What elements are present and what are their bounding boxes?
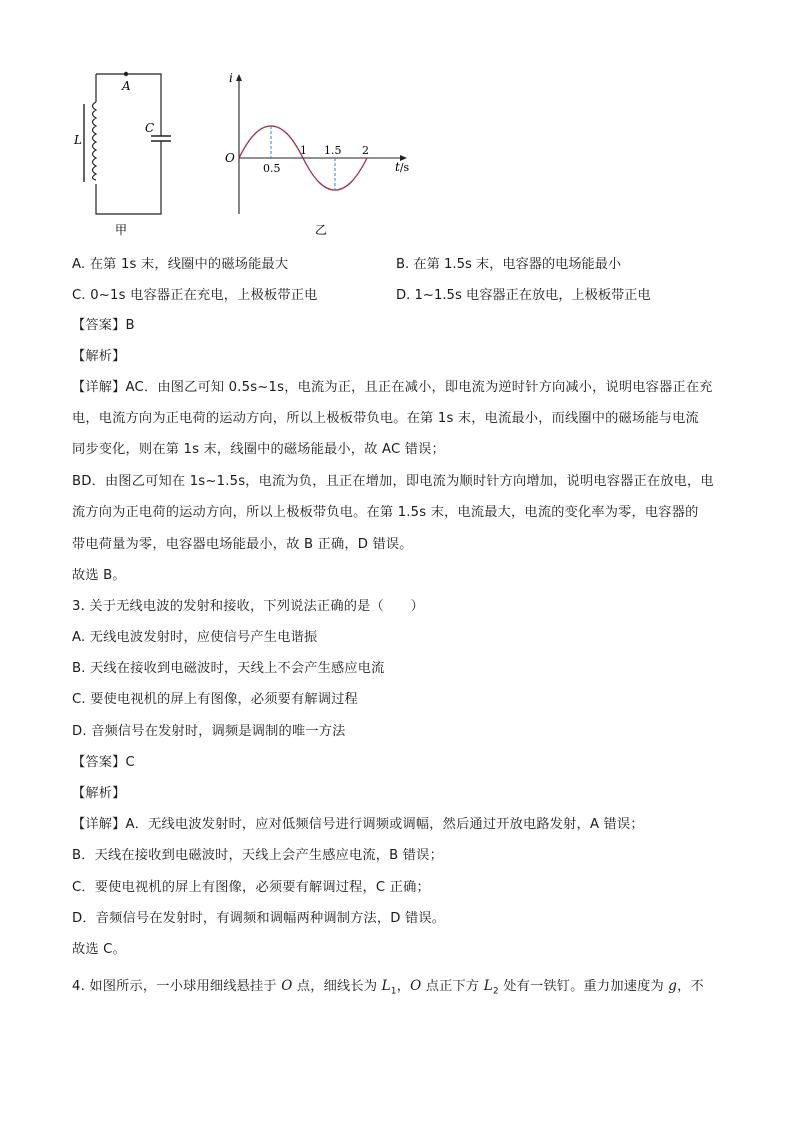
q4-stem-part: 点正下方	[421, 979, 484, 994]
q2-conclusion: 故选 B。	[72, 568, 126, 583]
q3-option-a: A. 无线电波发射时，应使信号产生电谐振	[72, 630, 318, 645]
node-a-dot	[124, 72, 128, 76]
q2-detail-line: 带电荷量为零，电容器电场能最小，故 B 正确，D 错误。	[72, 537, 413, 552]
q2-analysis-label: 【解析】	[72, 349, 126, 364]
tick-label-0-5: 0.5	[263, 162, 281, 175]
q2-detail-line: 流方向为正电荷的运动方向，所以上极板带负电。在第 1.5s 末，电流最大，电流的变化率为零，电容器的	[72, 505, 699, 520]
q4-stem-part: ，不	[677, 979, 704, 994]
q3-detail-line: 【详解】A．无线电波发射时，应对低频信号进行调频或调幅，然后通过开放电路发射，A 错误；	[72, 817, 644, 832]
q3-detail-line: D．音频信号在发射时，有调频和调幅两种调制方法，D 错误。	[72, 911, 446, 926]
label-c: C	[145, 121, 155, 135]
q2-detail-line: 电，电流方向为正电荷的运动方向，所以上极板带负电。在第 1s 末，电流最小，而线圈中的磁场能与电流	[72, 411, 699, 426]
caption-jia: 甲	[115, 223, 128, 237]
q2-detail-line: BD．由图乙可知在 1s~1.5s，电流为负，且正在增加，即电流为顺时针方向增加，说明电容器正在放电，电	[72, 474, 714, 489]
q3-analysis-label: 【解析】	[72, 786, 126, 801]
q4-symbol-o: O	[281, 978, 293, 994]
q2-detail-line: 【详解】AC．由图乙可知 0.5s~1s，电流为正，且正在减小，即电流为逆时针方向减小，说明电容器正在充	[72, 380, 713, 395]
q4-symbol-l: L	[381, 978, 391, 994]
q4-stem-part: 处有一铁钉。重力加速度为	[498, 979, 669, 994]
figure-svg	[60, 64, 440, 244]
circuit-wire	[96, 146, 161, 214]
tick-label-1-5: 1.5	[324, 144, 342, 157]
figure-circuit-and-graph	[60, 64, 440, 244]
q4-symbol-g: g	[668, 978, 678, 994]
q2-option-d: D. 1~1.5s 电容器正在放电，上极板带正电	[396, 288, 651, 303]
q3-detail-line: C．要使电视机的屏上有图像，必须要有解调过程，C 正确；	[72, 880, 430, 895]
origin-label: O	[225, 151, 235, 165]
tick-label-2: 2	[362, 144, 369, 157]
q3-option-d: D. 音频信号在发射时，调频是调制的唯一方法	[72, 724, 346, 739]
q2-option-a: A. 在第 1s 末，线圈中的磁场能最大	[72, 257, 289, 272]
q2-option-c: C. 0~1s 电容器正在充电，上极板带正电	[72, 288, 318, 303]
q3-conclusion: 故选 C。	[72, 942, 126, 957]
q4-stem-part: ，	[396, 979, 411, 994]
q4-subscript-2: 2	[492, 986, 499, 997]
q4-stem-part: 4. 如图所示，一小球用细线悬挂于	[72, 979, 282, 994]
label-a: A	[122, 79, 131, 93]
y-axis-arrow	[236, 74, 242, 81]
x-axis-label-t: t	[395, 160, 400, 174]
caption-yi: 乙	[315, 223, 328, 237]
inductor-coil	[93, 102, 97, 180]
q3-option-b: B. 天线在接收到电磁波时，天线上不会产生感应电流	[72, 661, 385, 676]
q3-answer: 【答案】C	[72, 755, 135, 770]
current-graph	[236, 74, 407, 214]
q4-symbol-l: L	[483, 978, 493, 994]
tick-label-1: 1	[300, 144, 307, 157]
q3-stem: 3. 关于无线电波的发射和接收，下列说法正确的是（ ）	[72, 599, 425, 614]
q2-option-b: B. 在第 1.5s 末，电容器的电场能最小	[396, 257, 622, 272]
x-axis-label	[395, 160, 410, 174]
q2-detail-line: 同步变化，则在第 1s 末，线圈中的磁场能最小，故 AC 错误；	[72, 442, 445, 457]
y-axis-label: i	[229, 71, 233, 85]
label-l: L	[74, 133, 82, 147]
q3-detail-line: B．天线在接收到电磁波时，天线上会产生感应电流，B 错误；	[72, 848, 443, 863]
q4-stem	[72, 978, 704, 1000]
x-axis-label-unit: /s	[399, 161, 410, 174]
q4-subscript-1: 1	[390, 986, 397, 997]
lc-circuit	[84, 74, 171, 214]
q3-option-c: C. 要使电视机的屏上有图像，必须要有解调过程	[72, 692, 358, 707]
q4-symbol-o: O	[410, 978, 422, 994]
q2-answer: 【答案】B	[72, 318, 135, 333]
q4-stem-part: 点，细线长为	[292, 979, 382, 994]
